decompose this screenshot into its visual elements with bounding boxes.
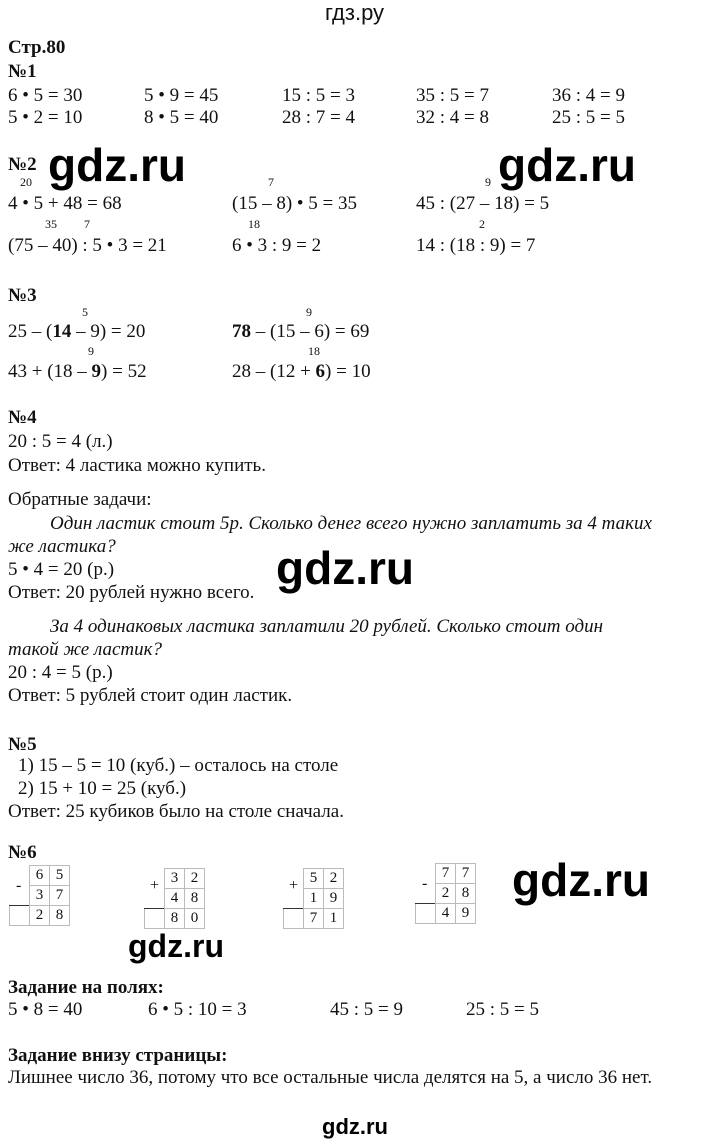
inverse-tasks-heading: Обратные задачи: bbox=[8, 489, 152, 510]
expression: 25 : 5 = 5 bbox=[552, 107, 625, 128]
inverse-task-question: За 4 одинаковых ластика заплатили 20 рублей. Сколько стоит один bbox=[50, 616, 604, 637]
expression: (75 – 40) : 5 • 3 = 21 bbox=[8, 235, 167, 256]
answer-line: Ответ: 5 рублей стоит один ластик. bbox=[8, 685, 293, 706]
operation-sign: + bbox=[150, 877, 160, 894]
operation-sign: - bbox=[16, 877, 22, 894]
expression: 35 : 5 = 7 bbox=[416, 85, 489, 106]
expression: 28 : 7 = 4 bbox=[282, 107, 355, 128]
order-number: 9 bbox=[88, 344, 94, 358]
expression: 25 – (14 – 9) = 20 bbox=[8, 321, 146, 342]
watermark: gdz.ru bbox=[512, 854, 650, 906]
inverse-task-question: же ластика? bbox=[8, 536, 116, 557]
order-number: 9 bbox=[306, 305, 312, 319]
order-number: 20 bbox=[20, 175, 32, 189]
expression: 25 : 5 = 5 bbox=[466, 999, 539, 1020]
order-number: 35 bbox=[45, 217, 57, 231]
operation-sign: + bbox=[289, 877, 299, 894]
operation-sign: - bbox=[422, 875, 428, 892]
site-header: гдз.ру bbox=[325, 0, 385, 25]
order-number: 7 bbox=[268, 175, 274, 189]
expression: 5 • 8 = 40 bbox=[8, 999, 83, 1020]
expression: 78 – (15 – 6) = 69 bbox=[232, 321, 370, 342]
solution-line: 20 : 4 = 5 (р.) bbox=[8, 662, 113, 683]
inverse-task-question: Один ластик стоит 5р. Сколько денег всего нужно заплатить за 4 таких bbox=[50, 513, 652, 534]
expression: 28 – (12 + 6) = 10 bbox=[232, 361, 371, 382]
expression: 6 • 5 = 30 bbox=[8, 85, 83, 106]
expression: 15 : 5 = 3 bbox=[282, 85, 355, 106]
watermark: gdz.ru bbox=[276, 542, 414, 594]
expression: 45 : 5 = 9 bbox=[330, 999, 403, 1020]
expression: 8 • 5 = 40 bbox=[144, 107, 219, 128]
margin-task-label: Задание на полях: bbox=[8, 977, 164, 998]
task-4-label: №4 bbox=[8, 407, 37, 428]
inverse-task-question: такой же ластик? bbox=[8, 639, 163, 660]
task-1-label: №1 bbox=[8, 61, 37, 82]
page-ref: Стр.80 bbox=[8, 37, 66, 58]
order-number: 7 bbox=[84, 217, 90, 231]
watermark: gdz.ru bbox=[498, 139, 636, 191]
expression: 5 • 9 = 45 bbox=[144, 85, 219, 106]
solution-line: 20 : 5 = 4 (л.) bbox=[8, 431, 113, 452]
answer-line: Ответ: 25 кубиков было на столе сначала. bbox=[8, 801, 344, 822]
answer-line: Ответ: 4 ластика можно купить. bbox=[8, 455, 266, 476]
expression: 45 : (27 – 18) = 5 bbox=[416, 193, 550, 214]
watermark: gdz.ru bbox=[322, 1114, 388, 1139]
task-5-label: №5 bbox=[8, 734, 37, 755]
task-6-label: №6 bbox=[8, 842, 37, 863]
task-3-label: №3 bbox=[8, 285, 37, 306]
task-2-label: №2 bbox=[8, 154, 37, 175]
order-number: 9 bbox=[485, 175, 491, 189]
watermark: gdz.ru bbox=[48, 139, 186, 191]
expression: 6 • 3 : 9 = 2 bbox=[232, 235, 322, 256]
answer-line: Ответ: 20 рублей нужно всего. bbox=[8, 582, 255, 603]
order-number: 18 bbox=[248, 217, 260, 231]
expression: (15 – 8) • 5 = 35 bbox=[232, 193, 358, 214]
expression: 4 • 5 + 48 = 68 bbox=[8, 193, 122, 214]
order-number: 2 bbox=[479, 217, 485, 231]
order-number: 5 bbox=[82, 305, 88, 319]
watermark: gdz.ru bbox=[128, 928, 224, 964]
expression: 5 • 2 = 10 bbox=[8, 107, 83, 128]
expression: 32 : 4 = 8 bbox=[416, 107, 489, 128]
order-number: 18 bbox=[308, 344, 320, 358]
solution-step: 2) 15 + 10 = 25 (куб.) bbox=[18, 778, 187, 799]
expression: 36 : 4 = 9 bbox=[552, 85, 625, 106]
solution-step: 1) 15 – 5 = 10 (куб.) – осталось на столе bbox=[18, 755, 339, 776]
expression: 43 + (18 – 9) = 52 bbox=[8, 361, 147, 382]
expression: 6 • 5 : 10 = 3 bbox=[148, 999, 247, 1020]
bottom-task-text: Лишнее число 36, потому что все остальные числа делятся на 5, а число 36 нет. bbox=[8, 1067, 653, 1088]
bottom-task-label: Задание внизу страницы: bbox=[8, 1045, 228, 1066]
solution-line: 5 • 4 = 20 (р.) bbox=[8, 559, 115, 580]
expression: 14 : (18 : 9) = 7 bbox=[416, 235, 536, 256]
